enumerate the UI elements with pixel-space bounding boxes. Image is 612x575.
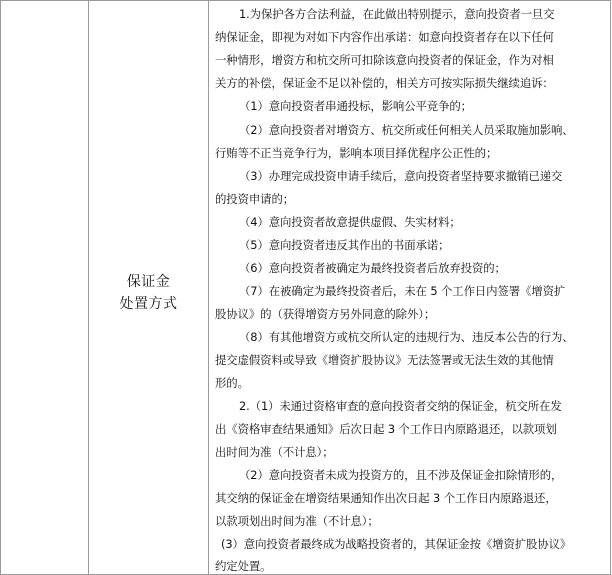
content-line: 1.为保护各方合法利益，在此做出特别提示，意向投资者一旦交 — [239, 7, 555, 21]
table-border-right — [610, 1, 611, 574]
content-line: （2）意向投资者未成为投资方的，且不涉及保证金扣除情形的， — [239, 468, 563, 482]
content-line: 其交纳的保证金在增资结果通知作出次日起 3 个工作日内原路退还， — [215, 491, 557, 505]
content-line: （6）意向投资者被确定为最终投资者后放弃投资的； — [239, 261, 506, 275]
content-line: 行贿等不正当竞争行为，影响本项目择优程序公正性的； — [215, 146, 498, 160]
content-line: （4）意向投资者故意提供虚假、失实材料； — [239, 215, 461, 229]
content-line: （3）办理完成投资申请手续后，意向投资者坚持要求撤销已递交 — [239, 169, 563, 183]
row-label-cell — [89, 2, 208, 573]
content-line: 约定处置。 — [215, 559, 272, 573]
table-divider-2 — [208, 1, 209, 574]
content-line: 纳保证金，即视为对如下内容作出承诺：如意向投资者存在以下任何 — [215, 30, 554, 44]
content-line: 的投资申请的； — [215, 192, 295, 206]
content-line: 2.（1）未通过资格审查的意向投资者交纳的保证金，杭交所在发 — [239, 399, 562, 413]
content-line: 股协议》的（获得增资方另外同意的除外）； — [215, 307, 436, 321]
content-line: （1）意向投资者串通投标，影响公平竞争的； — [239, 99, 472, 113]
content-line: 关方的补偿，保证金不足以补偿的，相关方可按实际损失继续追诉： — [215, 76, 554, 90]
empty-cell — [1, 2, 88, 573]
content-line: 出时间为准（不计息）； — [215, 445, 334, 459]
content-line: （8）有其他增资方或杭交所认定的违规行为、违反本公告的行为、 — [239, 330, 574, 344]
content-line: (3）意向投资者最终成为战略投资者的，其保证金按《增资扩股协议》 — [221, 537, 572, 551]
content-line: （7）在被确定为最终投资者后，未在 5 个工作日内签署《增资扩 — [239, 284, 566, 298]
content-line: （2）意向投资者对增资方、杭交所或任何相关人员采取施加影响、 — [239, 123, 574, 137]
content-line: 形的。 — [215, 376, 249, 390]
content-line: 一种情形，增资方和杭交所可扣除该意向投资者的保证金，作为对相 — [215, 53, 554, 67]
content-cell — [215, 5, 607, 571]
row-label-line-1: 保证金 — [126, 273, 171, 290]
content-line: （5）意向投资者违反其作出的书面承诺； — [239, 238, 450, 252]
row-label-line-2: 处置方式 — [119, 295, 178, 312]
content-line: 提交虚假资料或导致《增资扩股协议》无法签署或无法生效的其他情 — [215, 353, 554, 367]
content-line: 以款项划出时间为准（不计息）； — [215, 514, 379, 528]
content-line: 出《资格审查结果通知》后次日起 3 个工作日内原路退还，以款项划 — [215, 422, 557, 436]
